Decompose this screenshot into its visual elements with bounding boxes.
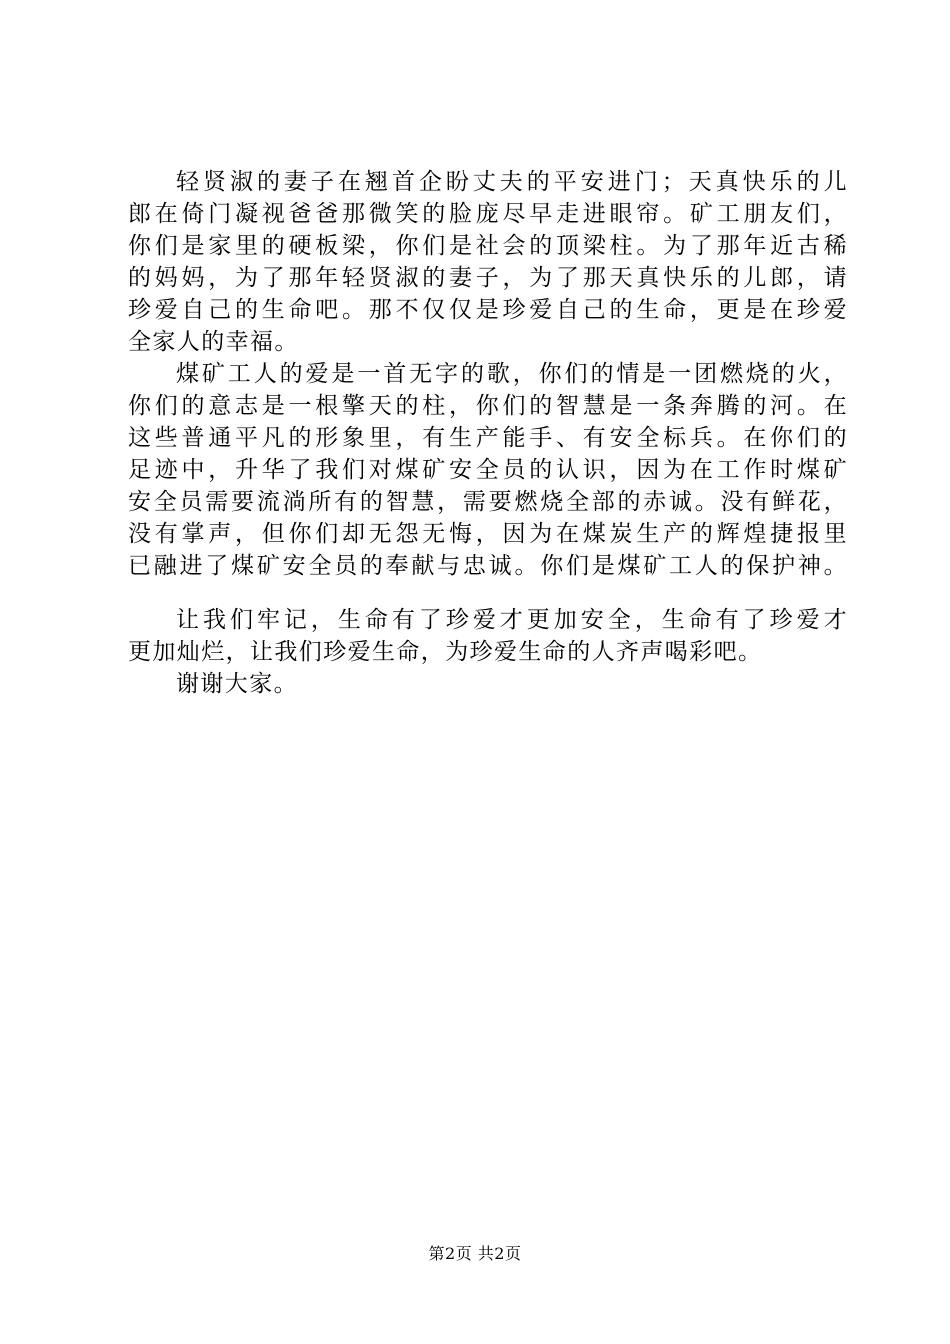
text-line: 安全员需要流淌所有的智慧，需要燃烧全部的赤诚。没有鲜花， — [128, 489, 848, 515]
text-line: 足迹中，升华了我们对煤矿安全员的认识，因为在工作时煤矿 — [128, 457, 848, 483]
text-line: 你们的意志是一根擎天的柱，你们的智慧是一条奔腾的河。在 — [128, 393, 848, 419]
text-line: 郎在倚门凝视爸爸那微笑的脸庞尽早走进眼帘。矿工朋友们， — [128, 201, 848, 227]
text-line: 更加灿烂，让我们珍爱生命，为珍爱生命的人齐声喝彩吧。 — [128, 639, 763, 665]
text-line: 全家人的幸福。 — [128, 329, 299, 355]
paragraph-thanks — [128, 668, 848, 700]
text-line: 珍爱自己的生命吧。那不仅仅是珍爱自己的生命，更是在珍爱 — [128, 297, 848, 323]
text-line: 轻贤淑的妻子在翘首企盼丈夫的平安进门；天真快乐的儿 — [176, 169, 848, 195]
text-line: 让我们牢记，生命有了珍爱才更加安全，生命有了珍爱才 — [176, 607, 848, 633]
text-line: 没有掌声，但你们却无怨无悔，因为在煤炭生产的辉煌捷报里 — [128, 521, 848, 547]
page-number-footer: 第2页 共2页 — [428, 1244, 522, 1263]
paragraph-closing-call — [128, 604, 848, 668]
paragraph-safety-family — [128, 166, 848, 358]
paragraph-miners-praise — [128, 358, 848, 582]
text-line: 的妈妈，为了那年轻贤淑的妻子，为了那天真快乐的儿郎，请 — [128, 265, 848, 291]
text-line: 谢谢大家。 — [176, 671, 298, 697]
text-line: 你们是家里的硬板梁，你们是社会的顶梁柱。为了那年近古稀 — [128, 233, 848, 259]
paragraph-spacer — [128, 582, 848, 604]
text-line: 已融进了煤矿安全员的奉献与忠诚。你们是煤矿工人的保护神。 — [128, 553, 848, 579]
text-line: 这些普通平凡的形象里，有生产能手、有安全标兵。在你们的 — [128, 425, 848, 451]
document-body — [128, 166, 848, 700]
text-line: 煤矿工人的爱是一首无字的歌，你们的情是一团燃烧的火， — [176, 361, 848, 387]
